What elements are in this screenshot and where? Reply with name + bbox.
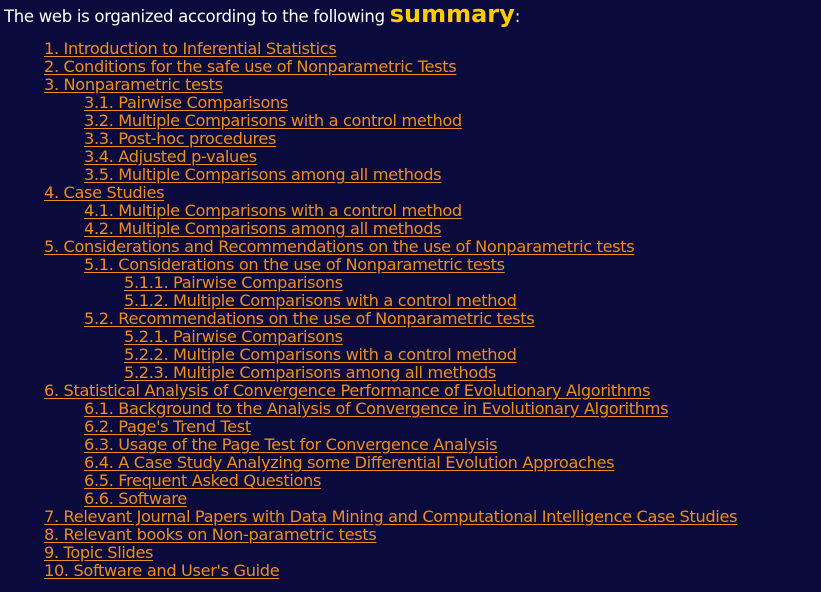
toc-link[interactable]: 5.2. Recommendations on the use of Nonparametric tests bbox=[84, 309, 535, 328]
toc-item bbox=[0, 40, 737, 58]
summary-highlight: summary bbox=[389, 0, 515, 28]
toc-item bbox=[0, 112, 737, 130]
toc-item bbox=[0, 58, 737, 76]
toc-item bbox=[0, 400, 737, 418]
toc-link[interactable]: 5.2.3. Multiple Comparisons among all methods bbox=[124, 363, 496, 382]
toc-link[interactable]: 3.1. Pairwise Comparisons bbox=[84, 93, 289, 112]
toc-item bbox=[0, 166, 737, 184]
toc-link[interactable]: 6.2. Page's Trend Test bbox=[84, 417, 251, 436]
toc-item bbox=[0, 418, 737, 436]
toc-item bbox=[0, 292, 737, 310]
toc-link[interactable]: 6.4. A Case Study Analyzing some Differential Evolution Approaches bbox=[84, 453, 615, 472]
toc-item bbox=[0, 130, 737, 148]
toc-item bbox=[0, 490, 737, 508]
toc-link[interactable]: 3.3. Post-hoc procedures bbox=[84, 129, 277, 148]
toc-link[interactable]: 2. Conditions for the safe use of Nonparametric Tests bbox=[44, 57, 457, 76]
toc-item bbox=[0, 454, 737, 472]
toc-link[interactable]: 6.3. Usage of the Page Test for Convergence Analysis bbox=[84, 435, 498, 454]
toc-item bbox=[0, 238, 737, 256]
toc-item bbox=[0, 526, 737, 544]
toc-item bbox=[0, 436, 737, 454]
summary-intro bbox=[4, 0, 520, 31]
toc-item bbox=[0, 562, 737, 580]
toc-link[interactable]: 9. Topic Slides bbox=[44, 543, 154, 562]
toc-link[interactable]: 4. Case Studies bbox=[44, 183, 165, 202]
toc-link[interactable]: 3. Nonparametric tests bbox=[44, 75, 223, 94]
toc-item bbox=[0, 184, 737, 202]
toc-item bbox=[0, 94, 737, 112]
toc-item bbox=[0, 202, 737, 220]
toc-link[interactable]: 5.1. Considerations on the use of Nonparametric tests bbox=[84, 255, 505, 274]
toc-item bbox=[0, 472, 737, 490]
toc-link[interactable]: 5.2.2. Multiple Comparisons with a control method bbox=[124, 345, 517, 364]
toc-item bbox=[0, 382, 737, 400]
toc-link[interactable]: 5. Considerations and Recommendations on the use of Nonparametric tests bbox=[44, 237, 635, 256]
toc-item bbox=[0, 256, 737, 274]
intro-text: The web is organized according to the following bbox=[4, 7, 390, 26]
toc-link[interactable]: 8. Relevant books on Non-parametric tests bbox=[44, 525, 377, 544]
toc-item bbox=[0, 76, 737, 94]
toc-item bbox=[0, 508, 737, 526]
toc-link[interactable]: 7. Relevant Journal Papers with Data Mining and Computational Intelligence Case Studies bbox=[44, 507, 738, 526]
toc-item bbox=[0, 364, 737, 382]
table-of-contents bbox=[0, 40, 737, 580]
toc-link[interactable]: 3.2. Multiple Comparisons with a control method bbox=[84, 111, 462, 130]
toc-item bbox=[0, 544, 737, 562]
toc-item bbox=[0, 220, 737, 238]
toc-item bbox=[0, 328, 737, 346]
toc-item bbox=[0, 274, 737, 292]
toc-link[interactable]: 4.1. Multiple Comparisons with a control method bbox=[84, 201, 462, 220]
intro-suffix: : bbox=[514, 7, 521, 26]
toc-link[interactable]: 6.1. Background to the Analysis of Convergence in Evolutionary Algorithms bbox=[84, 399, 669, 418]
toc-link[interactable]: 1. Introduction to Inferential Statistics bbox=[44, 39, 337, 58]
toc-item bbox=[0, 310, 737, 328]
toc-link[interactable]: 5.1.1. Pairwise Comparisons bbox=[124, 273, 343, 292]
toc-link[interactable]: 3.5. Multiple Comparisons among all methods bbox=[84, 165, 442, 184]
toc-link[interactable]: 3.4. Adjusted p-values bbox=[84, 147, 257, 166]
toc-link[interactable]: 10. Software and User's Guide bbox=[44, 561, 280, 580]
toc-item bbox=[0, 148, 737, 166]
toc-link[interactable]: 6. Statistical Analysis of Convergence Performance of Evolutionary Algorithms bbox=[44, 381, 651, 400]
toc-link[interactable]: 5.1.2. Multiple Comparisons with a control method bbox=[124, 291, 517, 310]
toc-link[interactable]: 5.2.1. Pairwise Comparisons bbox=[124, 327, 343, 346]
toc-link[interactable]: 6.5. Frequent Asked Questions bbox=[84, 471, 322, 490]
toc-link[interactable]: 6.6. Software bbox=[84, 489, 187, 508]
toc-item bbox=[0, 346, 737, 364]
toc-link[interactable]: 4.2. Multiple Comparisons among all methods bbox=[84, 219, 442, 238]
